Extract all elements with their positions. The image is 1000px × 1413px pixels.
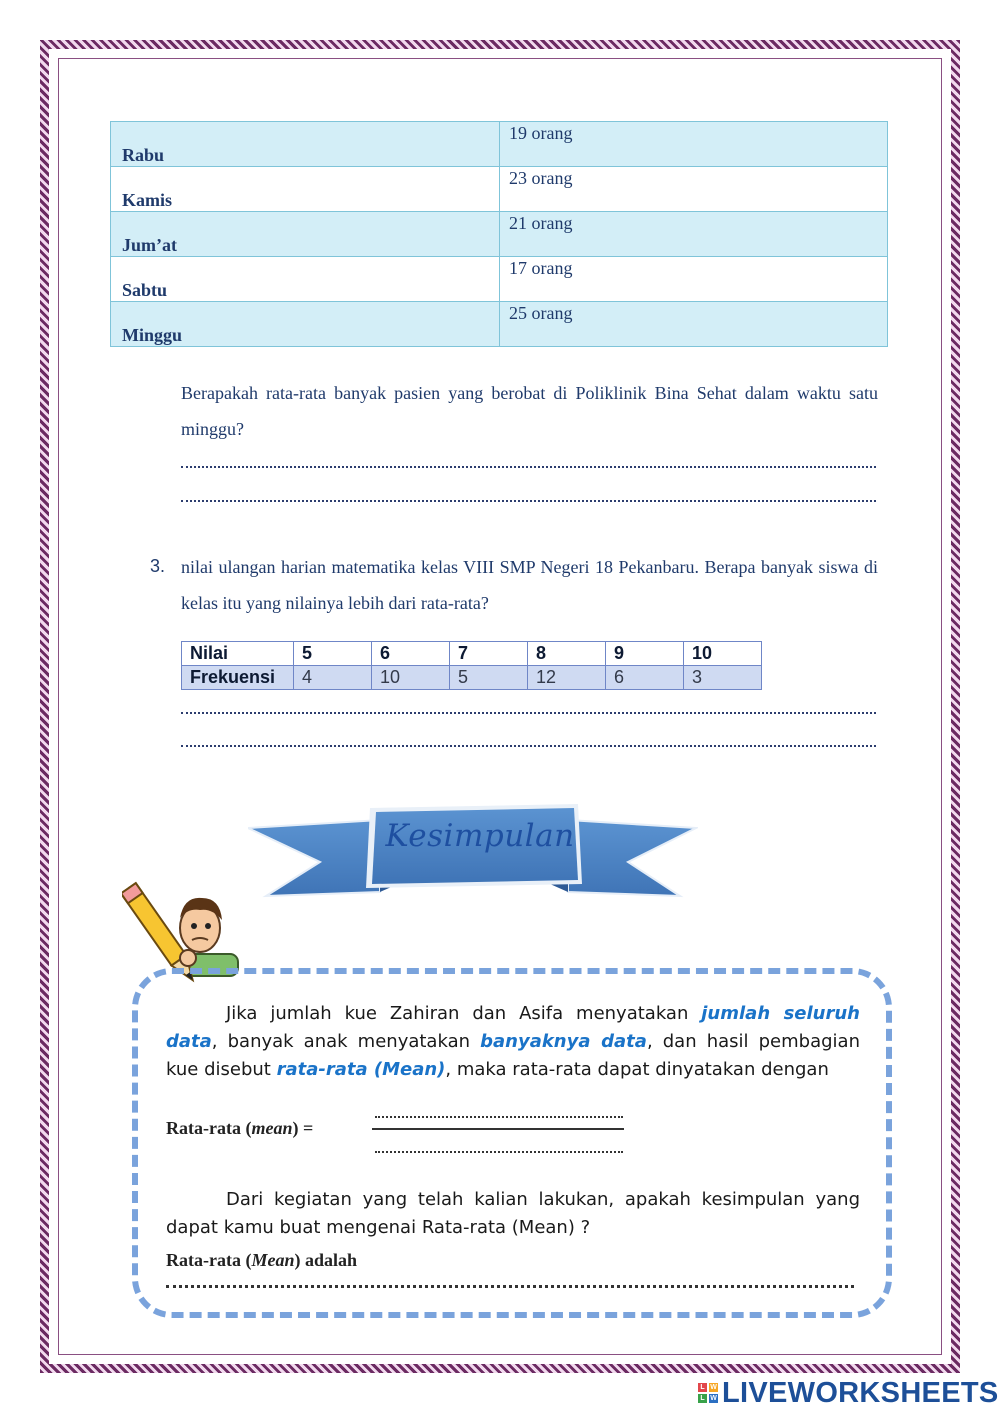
table-row [111,122,888,167]
day-cell [111,122,500,167]
day-cell [111,302,500,347]
liveworksheets-logo [698,1376,999,1410]
formula-post: ) = [292,1118,314,1138]
answer-line-2[interactable] [181,496,876,502]
table-row [182,666,762,690]
answer-line-4[interactable] [181,741,876,747]
question-2-text: Berapakah rata-rata banyak pasien yang berobat di Poliklinik Bina Sehat dalam waktu satu minggu? [181,383,878,439]
nilai-cell: 8 [528,642,606,666]
def-post: ) adalah [294,1250,358,1270]
day-cell [111,212,500,257]
eye-right [205,923,211,929]
answer-line-3[interactable] [181,708,876,714]
def-italic: Mean [251,1250,295,1270]
ribbon-right-tail [568,820,696,896]
patient-count: 21 orang [509,213,573,233]
nilai-cell: 10 [684,642,762,666]
eye-left [191,923,197,929]
table-row [111,257,888,302]
logo-tile: L [698,1383,707,1392]
patient-count: 17 orang [509,258,573,278]
nilai-cell: 6 [372,642,450,666]
answer-line-1[interactable] [181,462,876,468]
highlight-jumlah-seluruh-data: jumlah seluruh data [166,1003,860,1052]
table-row [111,302,888,347]
p1-text-c: , dan hasil pembagian kue disebut [166,1031,860,1080]
nilai-cell: 9 [606,642,684,666]
count-cell [500,122,888,167]
day-name: Sabtu [122,280,168,300]
highlight-rata-rata-mean: rata-rata (Mean) [276,1059,446,1080]
p1-text-b: , banyak anak menyatakan [211,1031,481,1052]
count-cell [500,167,888,212]
day-cell [111,167,500,212]
patient-count: 19 orang [509,123,573,143]
score-frequency-table [181,641,762,690]
nilai-cell: 5 [294,642,372,666]
logo-tile: W [710,1395,717,1402]
day-name: Jum’at [122,235,177,255]
table-row [111,167,888,212]
frekuensi-label: Frekuensi [182,666,294,690]
highlight-banyaknya-data: banyaknya data [480,1031,647,1052]
fraction-bar [372,1128,624,1130]
def-pre: Rata-rata ( [166,1250,252,1270]
patients-per-day-table [110,121,888,347]
question-3-number: 3. [150,556,166,576]
table-row [182,642,762,666]
day-cell [111,257,500,302]
day-name: Kamis [122,190,173,210]
count-cell [500,302,888,347]
kesimpulan-ribbon [248,800,698,910]
hand-shape [180,950,196,966]
frekuensi-cell: 5 [450,666,528,690]
formula-label [166,1118,313,1139]
logo-tile: L [698,1394,707,1403]
numerator-input[interactable] [375,1112,623,1118]
day-name: Rabu [122,145,165,165]
frekuensi-cell: 3 [684,666,762,690]
p1-text-a: Jika jumlah kue Zahiran dan Asifa menyatakan [226,1003,702,1024]
definition-answer-line[interactable] [166,1281,854,1288]
banner-title: Kesimpulan [385,818,575,854]
day-name: Minggu [122,325,183,345]
logo-tile: W [710,1384,717,1391]
denominator-input[interactable] [375,1147,623,1153]
definition-label [166,1250,357,1271]
frekuensi-cell: 4 [294,666,372,690]
patient-count: 23 orang [509,168,573,188]
question-3-text: nilai ulangan harian matematika kelas VIII SMP Negeri 18 Pekanbaru. Berapa banyak siswa di kelas itu yang nilainya lebih dari rata-rata? [181,557,878,613]
patient-count: 25 orang [509,303,573,323]
count-cell [500,257,888,302]
frekuensi-cell: 12 [528,666,606,690]
logo-grid-icon [698,1383,718,1403]
table-row [111,212,888,257]
conclusion-paragraph-1 [166,1000,860,1084]
p1-text-d: , maka rata-rata dapat dinyatakan dengan [445,1059,829,1080]
frekuensi-cell: 6 [606,666,684,690]
nilai-label: Nilai [182,642,294,666]
conclusion-paragraph-2: Dari kegiatan yang telah kalian lakukan, apakah kesimpulan yang dapat kamu buat mengenai Rata-rata (Mean) ? [166,1189,860,1238]
logo-text: LIVEWORKSHEETS [722,1376,999,1409]
ribbon-left-tail [248,820,380,896]
formula-italic: mean [251,1118,293,1138]
formula-pre: Rata-rata ( [166,1118,252,1138]
frekuensi-cell: 10 [372,666,450,690]
nilai-cell: 7 [450,642,528,666]
count-cell [500,212,888,257]
